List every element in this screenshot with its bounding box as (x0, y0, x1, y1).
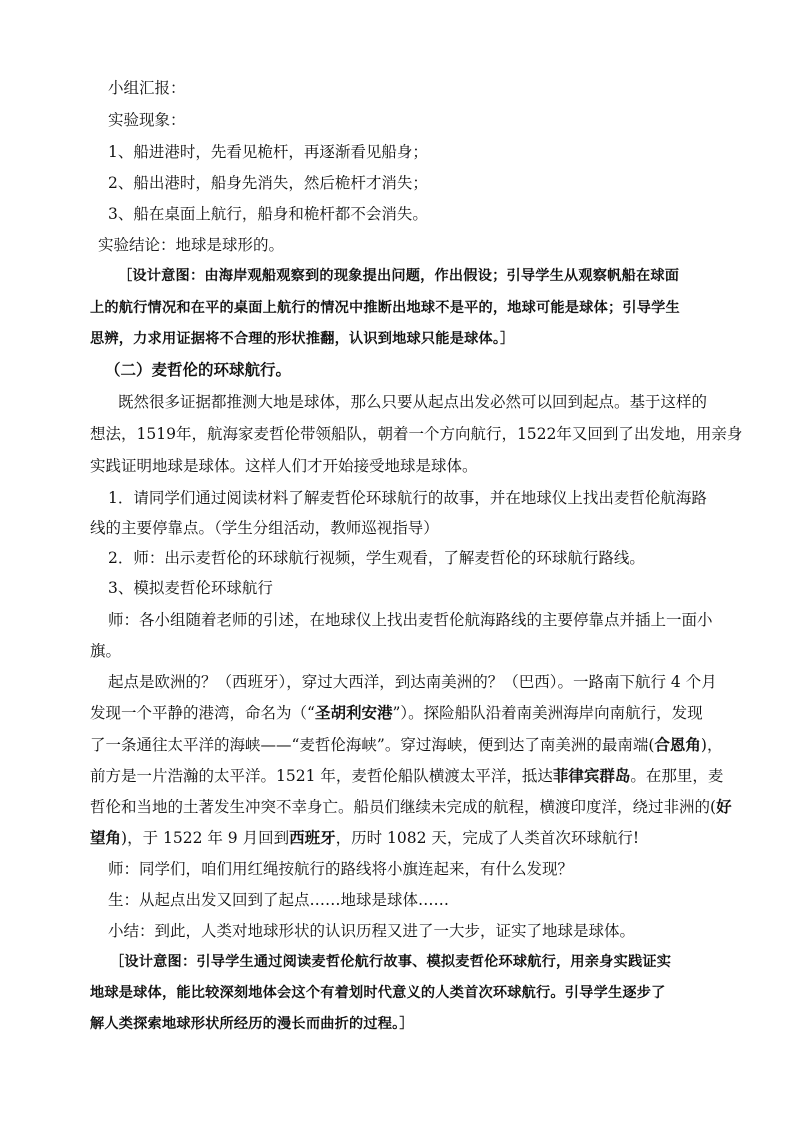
section-heading: （二）麦哲伦的环球航行。 (105, 360, 292, 379)
teacher-line-2: 旗。 (90, 642, 122, 660)
good-hope-part-2: 望角 (90, 828, 122, 847)
phenomenon-item-3: 3、船在桌面上航行，船身和桅杆都不会消失。 (108, 205, 428, 223)
story-line-5: 哲伦和当地的土著发生冲突不幸身亡。船员们继续未完成的航程，横渡印度洋，绕过非洲的(好 (90, 797, 732, 816)
step-2-line: 2．师：出示麦哲伦的环球航行视频，学生观看，了解麦哲伦的环球航行路线。 (108, 549, 645, 567)
design-note-2-line-2: 地球是球体，能比较深刻地体会这个有着划时代意义的人类首次环球航行。引导学生逐步了 (90, 985, 666, 1001)
step-1-line-2: 线的主要停靠点。（学生分组活动，教师巡视指导） (90, 519, 439, 537)
story-line-4: 前方是一片浩瀚的太平洋。1521 年，麦哲伦船队横渡太平洋，抵达菲律宾群岛。在那里，麦 (90, 766, 724, 785)
port-name: 圣胡利安港 (314, 703, 393, 722)
story-line-1: 起点是欧洲的？（西班牙），穿过大西洋，到达南美洲的？（巴西）。一路南下航行 4 个月 (108, 673, 717, 691)
story-line-6: 望角)，于 1522 年 9 月回到西班牙，历时 1082 天，完成了人类首次环球航行! (90, 828, 640, 847)
good-hope-part-1: 好 (716, 797, 732, 816)
story-line-2: 发现一个平静的港湾，命名为（“圣胡利安港”）。探险船队沿着南美洲海岸向南航行，发现 (90, 703, 703, 722)
paragraph-1-line-2: 想法，1519年，航海家麦哲伦带领船队，朝着一个方向航行，1522年又回到了出发地，用亲身 (90, 425, 743, 443)
design-note-1-line-2: 上的航行情况和在平的桌面上航行的情况中推断出地球不是平的，地球可能是球体；引导学生 (90, 300, 680, 316)
student-answer: 生：从起点出发又回到了起点……地球是球体…… (108, 891, 450, 909)
teacher-question: 师：同学们，咱们用红绳按航行的路线将小旗连起来，有什么发现？ (108, 860, 574, 878)
philippines: 菲律宾群岛 (552, 766, 631, 785)
phenomenon-item-2: 2、船出港时，船身先消失，然后桅杆才消失； (108, 174, 428, 192)
phenomenon-label: 实验现象： (108, 111, 186, 129)
summary-line: 小结：到此，人类对地球形状的认识历程又进了一大步，证实了地球是球体。 (108, 922, 636, 940)
conclusion-line: 实验结论：地球是球形的。 (98, 236, 285, 254)
group-report-label: 小组汇报： (108, 79, 186, 97)
cape-horn: 合恩角 (654, 735, 701, 754)
design-note-1-line-3: 思辨，力求用证据将不合理的形状推翻，认识到地球只能是球体。］ (90, 331, 515, 347)
design-note-2-line-3: 解人类探索地球形状所经历的漫长而曲折的过程。］ (90, 1016, 414, 1032)
design-note-1-line-1: ［设计意图：由海岸观船观察到的现象提出问题，作出假设；引导学生从观察帆船在球面 (118, 268, 680, 284)
story-line-3: 了一条通往太平洋的海峡——“麦哲伦海峡”。穿过海峡，便到达了南美洲的最南端(合恩角)， (90, 735, 723, 754)
teacher-line-1: 师：各小组随着老师的引述，在地球仪上找出麦哲伦航海路线的主要停靠点并插上一面小 (108, 611, 713, 629)
step-1-line-1: 1．请同学们通过阅读材料了解麦哲伦环球航行的故事，并在地球仪上找出麦哲伦航海路 (108, 489, 707, 507)
step-3-line: 3、模拟麦哲伦环球航行 (108, 579, 273, 597)
spain: 西班牙 (289, 828, 336, 847)
design-note-2-line-1: ［设计意图：引导学生通过阅读麦哲伦航行故事、模拟麦哲伦环球航行，用亲身实践证实 (110, 954, 672, 970)
phenomenon-item-1: 1、船进港时，先看见桅杆，再逐渐看见船身； (108, 143, 428, 161)
paragraph-1-line-3: 实践证明地球是球体。这样人们才开始接受地球是球体。 (90, 457, 478, 475)
paragraph-1-line-1: 既然很多证据都推测大地是球体，那么只要从起点出发必然可以回到起点。基于这样的 (118, 393, 708, 411)
